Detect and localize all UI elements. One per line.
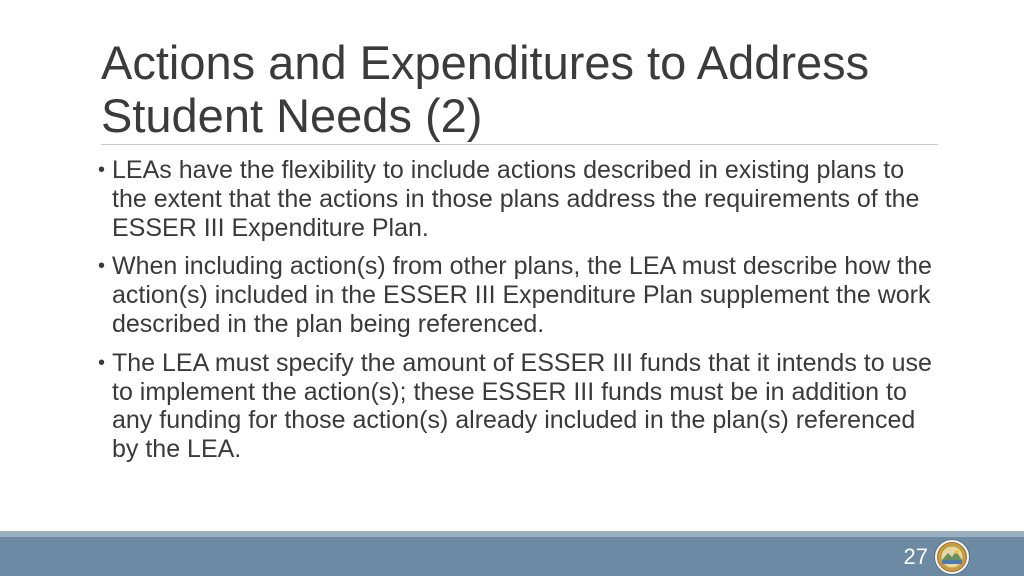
bullet-marker: • [98, 351, 106, 374]
slide-title: Actions and Expenditures to Address Student Needs (2) [101, 36, 870, 142]
bullet-marker: • [98, 159, 106, 181]
bullet-item [98, 349, 938, 464]
bullet-item [98, 252, 938, 338]
state-seal-icon [933, 538, 971, 576]
title-divider [101, 144, 938, 145]
bullet-item [98, 156, 938, 242]
bullet-text: The LEA must specify the amount of ESSER III funds that it intends to use to implement the action(s); these ESSER III funds must be in addition to any funding for those action(s) already included in the plan(s) referenced by the LEA. [112, 348, 932, 464]
bullet-text: LEAs have the flexibility to include actions described in existing plans to the extent that the actions in those plans address the requirements of the ESSER III Expenditure Plan. [112, 156, 920, 242]
slide-number: 27 [903, 544, 928, 569]
bullet-text: When including action(s) from other plans, the LEA must describe how the action(s) included in the ESSER III Expenditure Plan supplement the work described in the plan being referenced. [112, 252, 932, 338]
bullet-marker: • [98, 255, 106, 278]
bullet-list [98, 156, 938, 474]
footer-bar [0, 537, 1024, 576]
